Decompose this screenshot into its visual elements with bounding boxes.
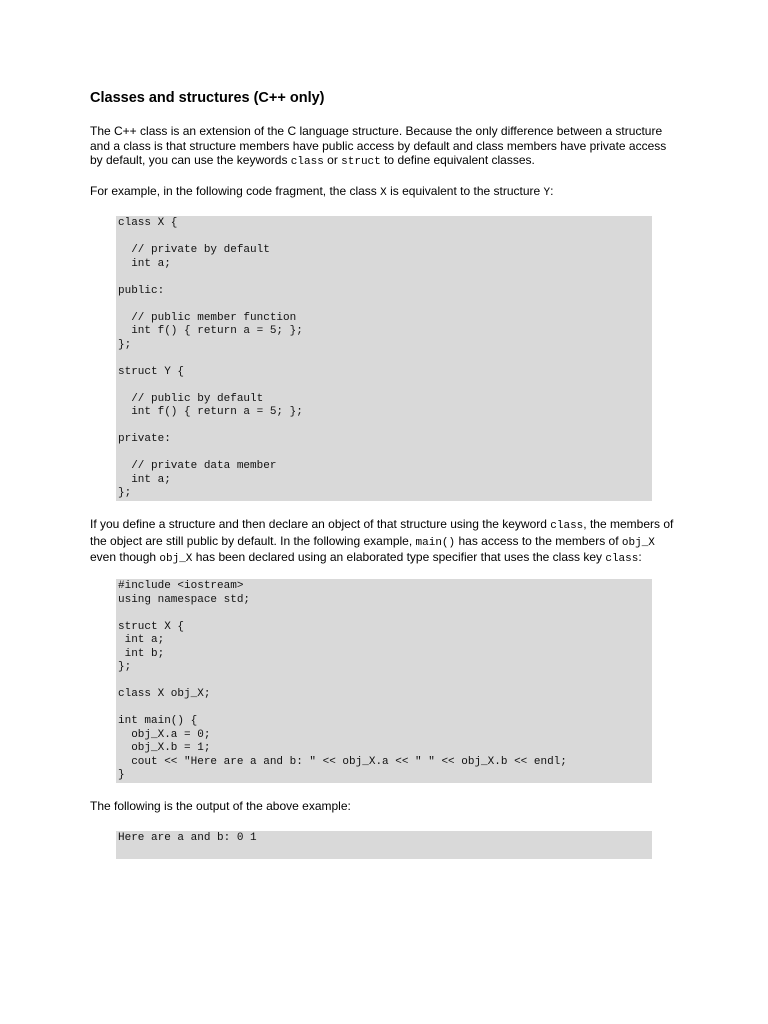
code-text: #include <iostream> using namespace std; struct X { int a; int b; }; class X obj_X; int main() { obj_X.a = 0; obj_X.b = 1; cout << "Here are a and b: " << obj_X.a << " " << obj_X.b << endl; } [118,580,567,781]
output-intro-paragraph: The following is the output of the above example: [90,799,351,813]
inline-code: struct [341,156,381,168]
text-span: has access to the members of [455,533,622,548]
inline-code: main() [415,536,456,549]
intro-paragraph [90,124,680,170]
inline-code: class [290,156,324,168]
text-span: , the members of the object are still public by default. In the following example, [90,517,674,548]
inline-code: class [550,520,584,532]
code-block-main-example [116,579,652,783]
inline-code: class [605,553,639,565]
text-span: is equivalent to the structure [386,184,544,198]
code-block-output [116,831,652,859]
inline-code: obj_X [159,553,193,565]
text-span: to define equivalent classes. [380,153,535,167]
inline-code: Y [543,187,551,199]
text-span: even though [90,550,160,564]
text-span: : [550,184,554,198]
code-text: class X { // private by default int a; public: // public member function int f() { return a = 5; }; }; struct Y { // public by default int f() { return a = 5; }; private: // private data member int a; }; [118,217,303,499]
elaborated-type-paragraph [90,517,680,567]
code-text: Here are a and b: 0 1 [118,832,257,844]
text-span: For example, in the following code fragment, the class [90,184,381,198]
example-paragraph [90,184,680,201]
page-title: Classes and structures (C++ only) [90,90,325,106]
text-span: has been declared using an elaborated type specifier that uses the class key [192,550,606,564]
code-block-class-struct [116,216,652,501]
text-span: The C++ class is an extension of the C language structure. Because the only difference between a structure and a class is that structure members have public access by default and class members have private access by default, you can use the keywords [90,124,667,167]
inline-code: X [380,187,387,199]
inline-code: obj_X [621,536,655,549]
text-span: If you define a structure and then declare an object of that structure using the keyword [90,517,551,531]
text-span: : [638,550,642,564]
text-span: or [323,153,342,167]
